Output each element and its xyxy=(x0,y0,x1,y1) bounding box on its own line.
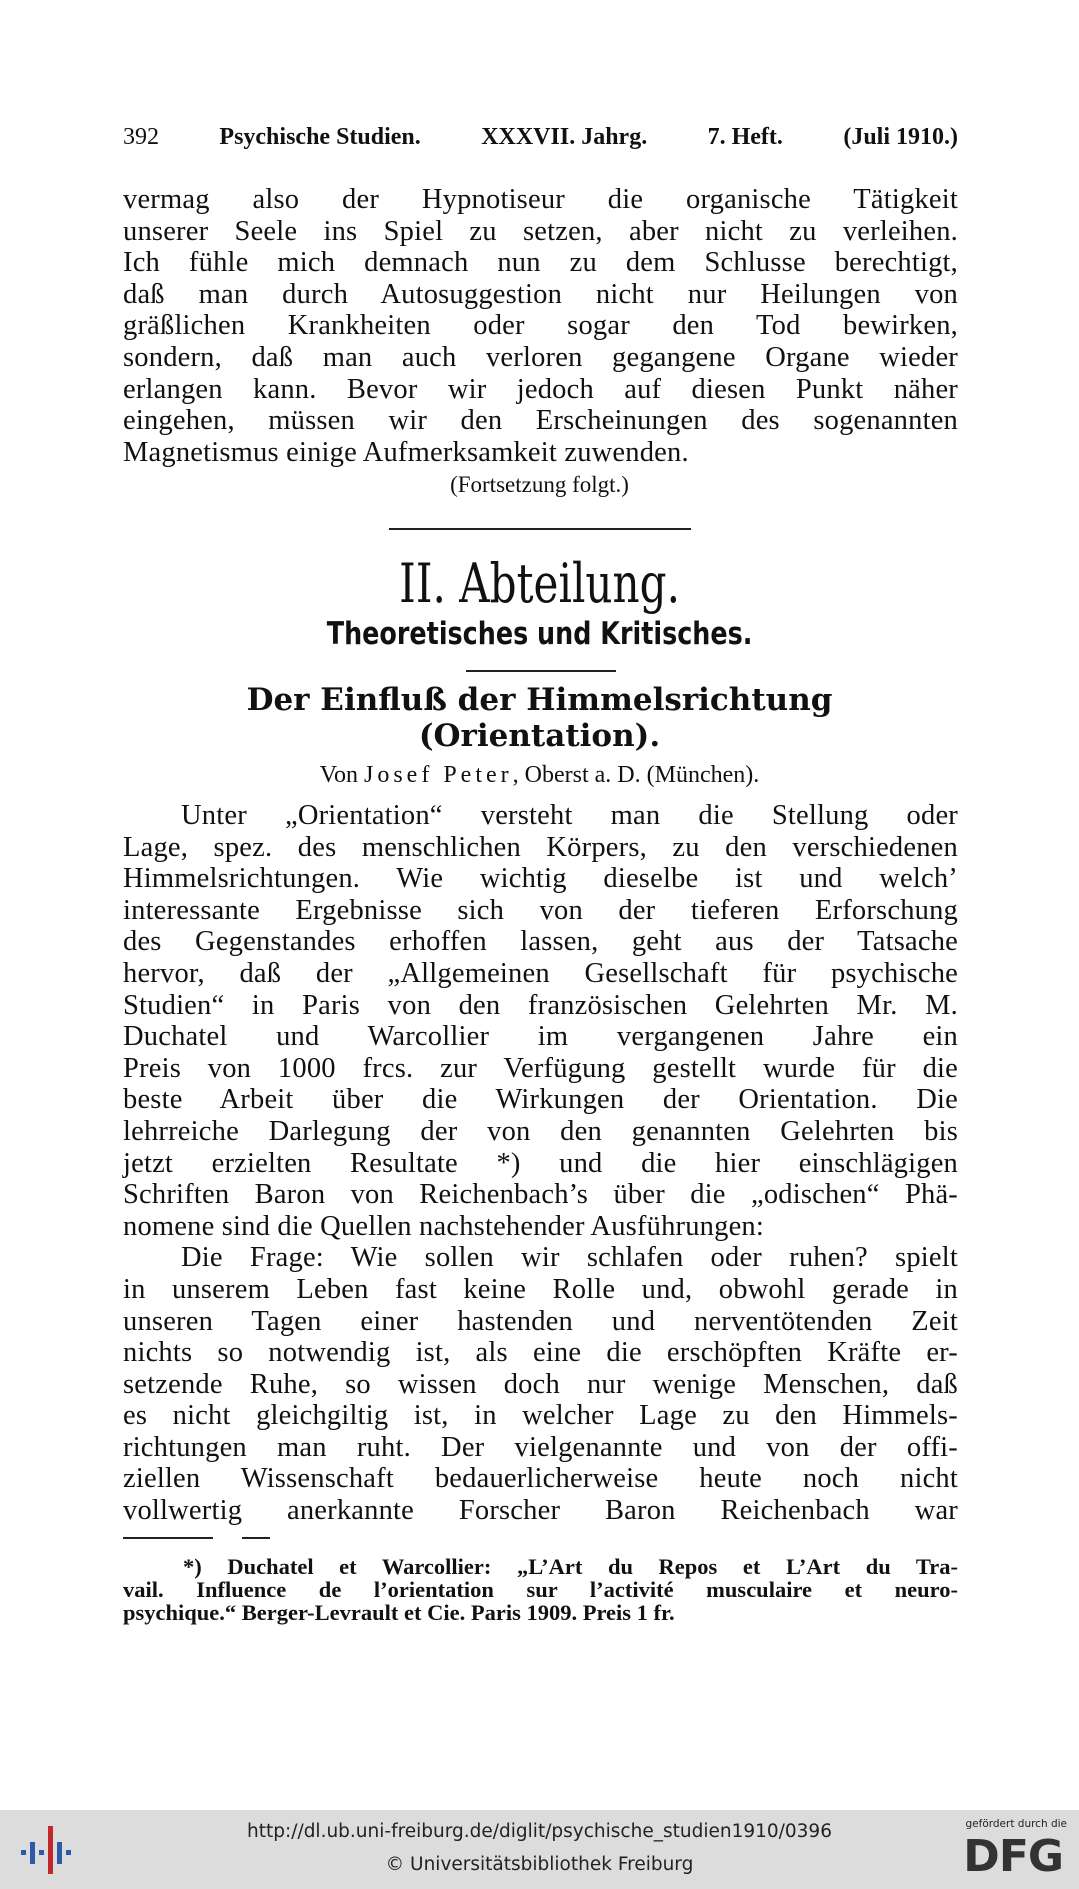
dfg-logo-text: DFG xyxy=(963,1831,1063,1882)
text-line: Die Frage: Wie sollen wir schlafen oder ruhen? spielt xyxy=(181,1242,958,1274)
text-line: beste Arbeit über die Wirkungen der Orientation. Die xyxy=(123,1084,958,1116)
text-line: interessante Ergebnisse sich von der tieferen Erforschung xyxy=(123,894,958,926)
byline-prefix: Von xyxy=(319,762,358,788)
text-line: hervor, daß der „Allgemeinen Gesellschaft für psychische xyxy=(123,957,958,989)
subtitle-divider xyxy=(466,670,616,672)
text-line: sondern, daß man auch verloren gegangene Organe wieder xyxy=(123,341,958,373)
article-title-line1: Der Einfluß der Himmelsrichtung xyxy=(246,682,833,718)
viewer-footer xyxy=(0,1810,1079,1889)
byline-suffix: , Oberst a. D. (München). xyxy=(512,762,760,788)
section-divider xyxy=(389,528,691,530)
issue-label: 7. Heft. xyxy=(707,124,783,150)
text-line: setzende Ruhe, so wissen doch nur wenige Menschen, daß xyxy=(123,1368,958,1400)
footnote-line: psychique.“ Berger-Levrault et Cie. Paris 1909. Preis 1 fr. xyxy=(123,1600,675,1625)
text-line: nomene sind die Quellen nachstehender Ausführungen: xyxy=(123,1210,764,1242)
article-byline xyxy=(0,762,1079,789)
footnote-line: vail. Influence de l’orientation sur l’activité musculaire et neuro- xyxy=(123,1577,958,1602)
text-line: jetzt erzielten Resultate *) und die hier einschlägigen xyxy=(123,1147,958,1179)
text-line: eingehen, müssen wir den Erscheinungen des sogenannten xyxy=(123,405,958,437)
article-body xyxy=(123,800,958,1527)
text-line: Ich fühle mich demnach nun zu dem Schlusse berechtigt, xyxy=(123,247,958,279)
text-line: unserer Seele ins Spiel zu setzen, aber nicht zu verleihen. xyxy=(123,215,958,247)
text-line: Duchatel und Warcollier im vergangenen Jahre ein xyxy=(123,1021,958,1053)
volume-label: XXXVII. Jahrg. xyxy=(481,124,648,150)
issue-date: (Juli 1910.) xyxy=(843,124,958,150)
page-number: 392 xyxy=(123,124,159,150)
text-line: vermag also der Hypnotiseur die organische Tätigkeit xyxy=(123,184,958,215)
fortsetzung-note: (Fortsetzung folgt.) xyxy=(450,472,629,497)
footnote-line: *) Duchatel et Warcollier: „L’Art du Repos et L’Art du Tra- xyxy=(183,1554,958,1579)
permalink-url[interactable]: http://dl.ub.uni-freiburg.de/diglit/psychische_studien1910/0396 xyxy=(247,1821,832,1842)
text-line: Preis von 1000 frcs. zur Verfügung gestellt wurde für die xyxy=(123,1052,958,1084)
section-title: II. Abteilung. xyxy=(399,552,681,615)
text-line: Unter „Orientation“ versteht man die Stellung oder xyxy=(181,800,958,831)
article-title-line2: (Orientation). xyxy=(418,718,661,754)
text-line: lehrreiche Darlegung der von den genannten Gelehrten bis xyxy=(123,1115,958,1147)
text-line: Lage, spez. des menschlichen Körpers, zu den verschiedenen xyxy=(123,831,958,863)
dfg-logo[interactable] xyxy=(951,1818,1067,1884)
text-line: richtungen man ruht. Der vielgenannte und von der offi- xyxy=(123,1431,958,1463)
running-header xyxy=(123,124,958,158)
text-line: Studien“ in Paris von den französischen Gelehrten Mr. M. xyxy=(123,989,958,1021)
text-line: es nicht gleichgiltig ist, in welcher Lage zu den Himmels- xyxy=(123,1400,958,1432)
text-line: erlangen kann. Bevor wir jedoch auf diesen Punkt näher xyxy=(123,373,958,405)
text-line: gräßlichen Krankheiten oder sogar den Tod bewirken, xyxy=(123,310,958,342)
footnote xyxy=(123,1555,958,1624)
text-line: in unserem Leben fast keine Rolle und, obwohl gerade in xyxy=(123,1273,958,1305)
text-line: unseren Tagen einer hastenden und nerventötenden Zeit xyxy=(123,1305,958,1337)
text-line: nichts so notwendig ist, als eine die erschöpften Kräfte er- xyxy=(123,1337,958,1369)
journal-title: Psychische Studien. xyxy=(219,124,421,150)
text-line: Himmelsrichtungen. Wie wichtig dieselbe ist und welch’ xyxy=(123,863,958,895)
copyright-notice: © Universitätsbibliothek Freiburg xyxy=(385,1854,694,1875)
text-line: des Gegenstandes erhoffen lassen, geht aus der Tatsache xyxy=(123,926,958,958)
author-name: Josef Peter xyxy=(364,762,513,788)
text-line: daß man durch Autosuggestion nicht nur Heilungen von xyxy=(123,278,958,310)
text-line: Schriften Baron von Reichenbach’s über die „odischen“ Phä- xyxy=(123,1179,958,1211)
text-line: vollwertig anerkannte Forscher Baron Reichenbach war xyxy=(123,1495,958,1527)
dfg-funding-label: gefördert durch die xyxy=(965,1818,1067,1830)
text-line: Magnetismus einige Aufmerksamkeit zuwenden. xyxy=(123,436,689,468)
continuation-text xyxy=(123,184,958,468)
footnote-rule-short xyxy=(242,1537,270,1539)
text-line: ziellen Wissenschaft bedauerlicherweise heute noch nicht xyxy=(123,1463,958,1495)
section-subtitle: Theoretisches und Kritisches. xyxy=(326,616,753,652)
footnote-rule xyxy=(123,1537,213,1539)
